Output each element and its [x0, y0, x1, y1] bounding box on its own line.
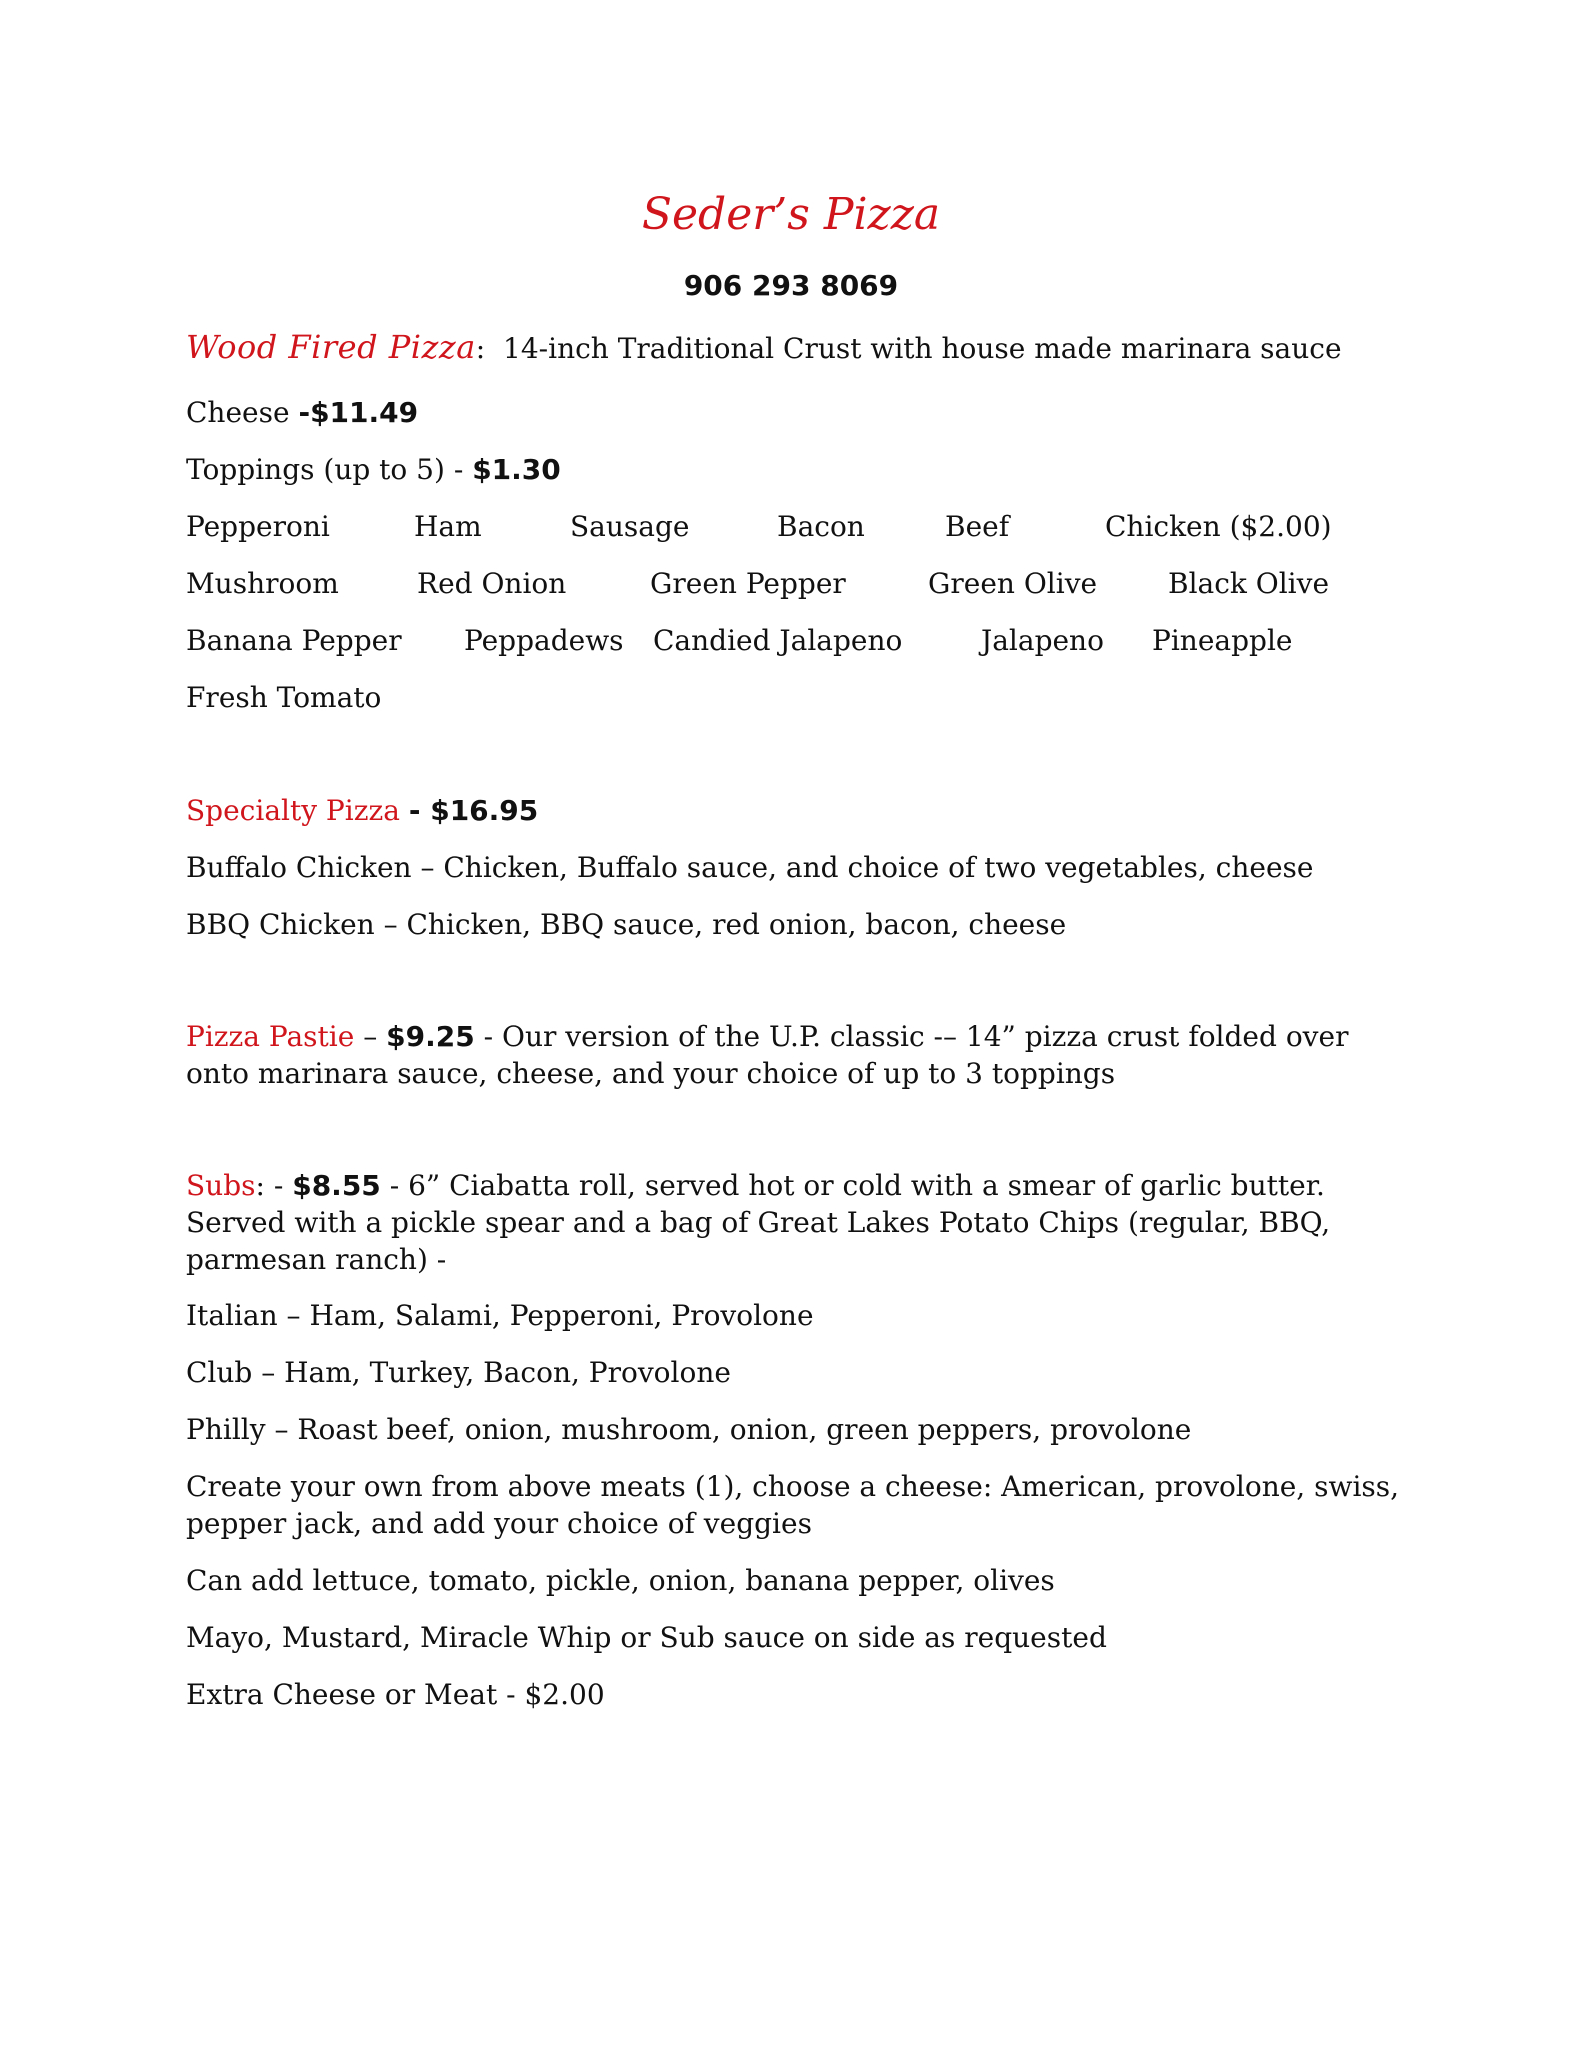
toppings-line [186, 451, 561, 488]
cheese-pizza-line [186, 394, 418, 431]
create-own-line-1: Create your own from above meats (1), choose a cheese: American, provolone, swiss, [186, 1470, 1400, 1503]
topping-item: Sausage [570, 510, 690, 543]
topping-item: Fresh Tomato [186, 681, 382, 714]
specialty-heading-line [186, 792, 538, 829]
subs-heading: Subs [186, 1169, 256, 1202]
toppings-label: Toppings (up to 5) - [186, 453, 464, 486]
pastie-dash: – [363, 1020, 378, 1053]
topping-item: Beef [945, 510, 1010, 543]
subs-description-2: Served with a pickle spear and a bag of Great Lakes Potato Chips (regular, BBQ, [186, 1206, 1331, 1239]
specialty-price: - $16.95 [408, 794, 539, 827]
subs-price: $8.55 [292, 1169, 381, 1202]
pastie-description-1: - Our version of the U.P. classic -– 14” pizza crust folded over [483, 1020, 1349, 1053]
topping-item: Ham [414, 510, 482, 543]
topping-item: Green Pepper [650, 567, 846, 600]
topping-item: Peppadews [464, 624, 624, 657]
topping-item: Black Olive [1168, 567, 1330, 600]
sub-addons: Can add lettuce, tomato, pickle, onion, banana pepper, olives [186, 1564, 1055, 1597]
sub-item: Italian – Ham, Salami, Pepperoni, Provolone [186, 1299, 814, 1332]
sub-item: Philly – Roast beef, onion, mushroom, onion, green peppers, provolone [186, 1413, 1192, 1446]
specialty-item: Buffalo Chicken – Chicken, Buffalo sauce, and choice of two vegetables, cheese [186, 851, 1314, 884]
pastie-line-1 [186, 1018, 1348, 1055]
topping-item: Red Onion [417, 567, 567, 600]
subs-line-1 [186, 1167, 1325, 1204]
phone-number: 906 293 8069 [683, 269, 899, 302]
subs-prefix: : - [255, 1169, 284, 1202]
topping-item: Mushroom [186, 567, 339, 600]
cheese-label: Cheese [186, 396, 290, 429]
pastie-heading: Pizza Pastie [186, 1020, 355, 1053]
create-own-line-2: pepper jack, and add your choice of veggies [186, 1507, 812, 1540]
topping-item: Pepperoni [186, 510, 330, 543]
specialty-item: BBQ Chicken – Chicken, BBQ sauce, red onion, bacon, cheese [186, 908, 1067, 941]
cheese-price: -$11.49 [298, 396, 419, 429]
pastie-description-2: onto marinara sauce, cheese, and your choice of up to 3 toppings [186, 1057, 1116, 1090]
topping-item: Banana Pepper [186, 624, 402, 657]
topping-item: Bacon [777, 510, 865, 543]
specialty-heading: Specialty Pizza [186, 794, 400, 827]
wood-fired-heading: Wood Fired Pizza [186, 328, 476, 366]
topping-item: Pineapple [1152, 624, 1293, 657]
sub-item: Club – Ham, Turkey, Bacon, Provolone [186, 1356, 731, 1389]
toppings-price: $1.30 [472, 453, 561, 486]
subs-description-3: parmesan ranch) - [186, 1243, 447, 1276]
topping-item: Green Olive [928, 567, 1098, 600]
sub-condiments: Mayo, Mustard, Miracle Whip or Sub sauce on side as requested [186, 1621, 1107, 1654]
topping-item: Jalapeno [981, 624, 1104, 657]
wood-fired-description: 14-inch Traditional Crust with house made marinara sauce [503, 332, 1342, 365]
topping-item: Chicken ($2.00) [1105, 510, 1332, 543]
wood-fired-colon: : [475, 332, 486, 365]
pastie-price: $9.25 [386, 1020, 475, 1053]
topping-item: Candied Jalapeno [653, 624, 903, 657]
menu-title: Seder’s Pizza [641, 189, 941, 240]
sub-extra: Extra Cheese or Meat - $2.00 [186, 1678, 605, 1711]
wood-fired-heading-line [186, 329, 1342, 367]
subs-description-1: - 6” Ciabatta roll, served hot or cold with a smear of garlic butter. [389, 1169, 1325, 1202]
